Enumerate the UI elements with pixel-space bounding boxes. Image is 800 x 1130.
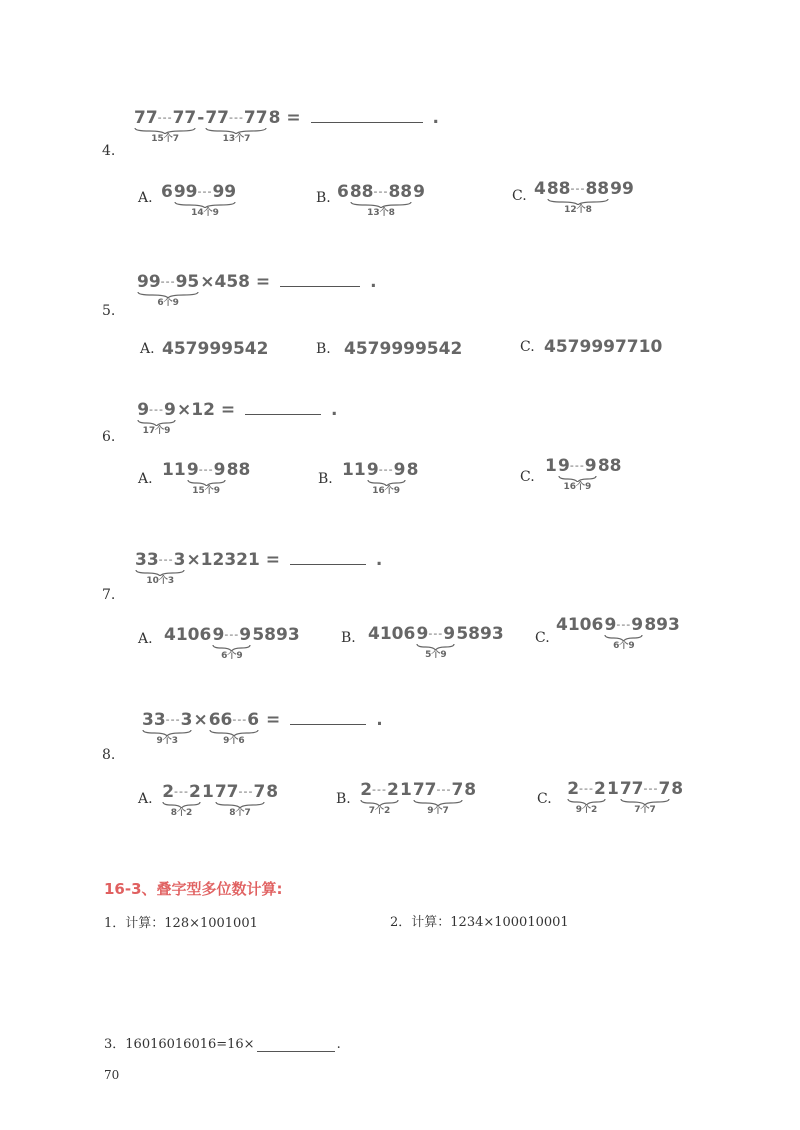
digit-group-value [137, 400, 176, 420]
expression-text: 9 [413, 182, 425, 202]
repeated-digit-group [547, 179, 609, 215]
expression-text: ×458 = [200, 272, 277, 292]
trailing-digits: 9 [631, 615, 644, 635]
problem-3-blank[interactable] [257, 1037, 335, 1052]
ellipsis-dots: --- [378, 463, 394, 476]
repeat-count-label: 10个3 [146, 576, 175, 586]
q5-number: 5. [102, 303, 116, 319]
repeat-count-label: 14个9 [191, 208, 219, 218]
repeat-count-label: 7个7 [634, 805, 656, 815]
trailing-digits: 88 [585, 179, 610, 199]
expression-text: 4106 [368, 624, 416, 644]
answer-blank[interactable] [280, 272, 360, 287]
answer-blank[interactable] [245, 400, 321, 415]
digit-group-value [620, 779, 670, 799]
q6-option-a [162, 460, 250, 496]
repeated-digit-group [137, 400, 176, 436]
q4-number: 4. [102, 143, 116, 159]
ellipsis-dots: --- [165, 713, 181, 726]
ellipsis-dots: --- [643, 782, 659, 795]
expression-text: 1 [202, 782, 214, 802]
q7-option-b [368, 624, 504, 660]
digit-group-value [547, 179, 609, 199]
digit-group-value [137, 272, 199, 292]
leading-digits: 77 [205, 108, 229, 128]
digit-group-value [360, 780, 399, 800]
ellipsis-dots: --- [428, 627, 444, 640]
leading-digits: 33 [142, 710, 166, 730]
expression-text: × [193, 710, 208, 730]
repeat-count-label: 6个9 [221, 651, 243, 661]
repeat-count-label: 15个9 [192, 486, 221, 496]
q7-option-b-label: B. [341, 630, 356, 646]
problem-2: 2．计算：1234×100010001 [390, 915, 569, 930]
trailing-digits: 2 [386, 780, 399, 800]
leading-digits: 88 [546, 179, 571, 199]
expression-text: - [197, 108, 205, 128]
leading-digits: 66 [208, 710, 233, 730]
trailing-digits: 6 [247, 710, 260, 730]
ellipsis-dots: --- [372, 783, 387, 796]
digit-group-value [417, 624, 456, 644]
expression-text: 4106 [556, 615, 604, 635]
trailing-digits: 95 [175, 272, 200, 292]
problem-1: 1．计算：128×1001001 [104, 916, 258, 931]
expression-text: 11 [342, 460, 366, 480]
digit-group-value [174, 182, 236, 202]
ellipsis-dots: --- [232, 713, 248, 726]
repeat-count-label: 13个7 [222, 134, 251, 144]
q5-option-b: 4579999542 [344, 339, 463, 359]
q6-option-c-label: C. [520, 469, 535, 485]
repeated-digit-group [209, 710, 259, 746]
expression-text: 8 = [268, 108, 307, 128]
repeated-digit-group [350, 182, 412, 218]
q6-option-b [342, 460, 419, 496]
trailing-digits: 9 [213, 460, 226, 480]
trailing-digits: 9 [163, 400, 176, 420]
expression-text: 8 [464, 780, 477, 800]
expression-text: 1 [545, 456, 557, 476]
q4-option-c [534, 179, 634, 215]
expression-text: 6 [161, 182, 173, 202]
leading-digits: 77 [214, 782, 239, 802]
repeat-count-label: 8个7 [229, 808, 251, 818]
digit-group-value [558, 456, 597, 476]
ellipsis-dots: --- [570, 182, 586, 195]
repeated-digit-group [135, 550, 185, 586]
trailing-digits: 3 [173, 550, 186, 570]
repeated-digit-group [212, 625, 251, 661]
expression-text: 5893 [252, 625, 300, 645]
repeat-count-label: 6个9 [613, 641, 635, 651]
repeated-digit-group [367, 460, 406, 496]
trailing-digits: 7 [253, 782, 266, 802]
trailing-digits: 9 [393, 460, 406, 480]
leading-digits: 99 [137, 272, 161, 292]
ellipsis-dots: --- [436, 783, 452, 796]
repeat-count-label: 15个7 [151, 134, 180, 144]
trailing-digits: 3 [180, 710, 193, 730]
repeated-digit-group [416, 624, 455, 660]
repeat-count-label: 9个6 [223, 736, 245, 746]
expression-text: 1 [400, 780, 412, 800]
q4-expression [133, 108, 439, 144]
q6-expression [136, 400, 337, 436]
expression-text: 8 [671, 779, 684, 799]
expression-text: 5893 [456, 624, 504, 644]
expression-end: . [330, 400, 338, 420]
expression-end: . [375, 550, 383, 570]
leading-digits: 77 [134, 108, 158, 128]
q5-option-a: 457999542 [162, 339, 269, 359]
leading-digits: 77 [412, 780, 437, 800]
digit-group-value [367, 460, 406, 480]
answer-blank[interactable] [290, 710, 366, 725]
repeat-count-label: 7个2 [368, 806, 391, 816]
repeat-count-label: 13个8 [367, 208, 395, 218]
q7-number: 7. [102, 587, 116, 603]
trailing-digits: 9 [239, 625, 252, 645]
q7-option-c [556, 615, 680, 651]
leading-digits: 2 [162, 782, 175, 802]
repeated-digit-group [215, 782, 265, 818]
digit-group-value [215, 782, 265, 802]
leading-digits: 88 [349, 182, 374, 202]
digit-group-value [213, 625, 252, 645]
repeated-digit-group [360, 780, 399, 816]
q7-option-a-label: A. [138, 631, 153, 647]
q5-option-c: 4579997710 [544, 337, 663, 357]
q5-option-c-label: C. [520, 339, 535, 355]
ellipsis-dots: --- [174, 785, 189, 798]
trailing-digits: 7 [658, 779, 671, 799]
q7-option-c-label: C. [535, 630, 550, 646]
ellipsis-dots: --- [373, 185, 389, 198]
repeat-count-label: 8个2 [170, 808, 193, 818]
ellipsis-dots: --- [160, 275, 176, 288]
repeat-count-label: 6个9 [157, 298, 179, 308]
repeated-digit-group [205, 108, 267, 144]
expression-text: 4 [534, 179, 546, 199]
leading-digits: 9 [558, 456, 570, 476]
repeat-count-label: 16个9 [563, 482, 592, 492]
leading-digits: 2 [567, 779, 580, 799]
section-title: 16-3、叠字型多位数计算: [104, 880, 283, 898]
leading-digits: 9 [366, 460, 379, 480]
answer-blank[interactable] [311, 108, 423, 123]
expression-text: 88 [597, 456, 622, 476]
repeat-count-label: 17个9 [142, 426, 171, 436]
q4-option-b [337, 182, 425, 218]
leading-digits: 9 [416, 624, 429, 644]
expression-end: . [432, 108, 439, 128]
trailing-digits: 88 [388, 182, 413, 202]
q8-option-a [161, 782, 278, 818]
ellipsis-dots: --- [238, 785, 254, 798]
expression-text: 8 [406, 460, 419, 480]
q8-option-c-label: C. [537, 791, 552, 807]
q6-number: 6. [102, 429, 116, 445]
expression-text: 6 [337, 182, 349, 202]
repeat-count-label: 9个3 [156, 736, 178, 746]
q8-option-a-label: A. [138, 791, 153, 807]
ellipsis-dots: --- [149, 403, 164, 416]
repeated-digit-group [137, 272, 199, 308]
digit-group-value [350, 182, 412, 202]
ellipsis-dots: --- [579, 782, 594, 795]
repeat-count-label: 9个7 [427, 806, 449, 816]
q4-option-a-label: A. [138, 190, 153, 206]
repeat-count-label: 16个9 [372, 486, 401, 496]
leading-digits: 9 [212, 625, 225, 645]
trailing-digits: 7 [451, 780, 464, 800]
trailing-digits: 9 [443, 624, 456, 644]
expression-text: = [260, 710, 287, 730]
expression-end: . [370, 272, 377, 292]
repeated-digit-group [162, 782, 201, 818]
ellipsis-dots: --- [197, 185, 213, 198]
ellipsis-dots: --- [157, 111, 173, 124]
repeated-digit-group [558, 456, 597, 492]
trailing-digits: 99 [212, 182, 237, 202]
q8-option-b [359, 780, 476, 816]
problem-3-end: . [336, 1037, 341, 1052]
q6-option-a-label: A. [138, 471, 153, 487]
leading-digits: 33 [135, 550, 159, 570]
digit-group-value [205, 108, 267, 128]
repeated-digit-group [187, 460, 226, 496]
q4-option-a [161, 182, 237, 218]
q6-option-b-label: B. [318, 471, 333, 487]
q8-expression [141, 710, 383, 746]
leading-digits: 2 [360, 780, 373, 800]
q4-option-c-label: C. [512, 188, 527, 204]
repeat-count-label: 5个9 [425, 650, 447, 660]
expression-text: 893 [644, 615, 680, 635]
digit-group-value [605, 615, 644, 635]
trailing-digits: 2 [188, 782, 201, 802]
ellipsis-dots: --- [198, 463, 214, 476]
leading-digits: 99 [173, 182, 198, 202]
ellipsis-dots: --- [569, 459, 585, 472]
q5-expression [136, 272, 377, 308]
answer-blank[interactable] [290, 550, 366, 565]
expression-end: . [376, 710, 383, 730]
repeated-digit-group [174, 182, 236, 218]
expression-text: 99 [610, 179, 634, 199]
ellipsis-dots: --- [158, 553, 174, 566]
repeat-count-label: 9个2 [575, 805, 598, 815]
q7-expression [134, 550, 382, 586]
problem-3-text: 3．16016016016=16× [104, 1037, 255, 1052]
repeated-digit-group [620, 779, 670, 815]
digit-group-value [135, 550, 185, 570]
digit-group-value [209, 710, 259, 730]
expression-text: 4106 [164, 625, 212, 645]
q6-option-c [545, 456, 622, 492]
digit-group-value [142, 710, 192, 730]
digit-group-value [413, 780, 463, 800]
q8-option-b-label: B. [336, 791, 351, 807]
repeated-digit-group [604, 615, 643, 651]
digit-group-value [134, 108, 196, 128]
trailing-digits: 2 [593, 779, 606, 799]
leading-digits: 9 [604, 615, 617, 635]
digit-group-value [567, 779, 606, 799]
ellipsis-dots: --- [229, 111, 244, 124]
q5-option-a-label: A. [140, 341, 155, 357]
digit-group-value [187, 460, 226, 480]
expression-text: ×12 = [177, 400, 241, 420]
repeated-digit-group [134, 108, 196, 144]
expression-text: 1 [607, 779, 619, 799]
repeated-digit-group [413, 780, 463, 816]
repeated-digit-group [567, 779, 606, 815]
repeat-count-label: 12个8 [564, 205, 592, 215]
leading-digits: 77 [619, 779, 644, 799]
expression-text: ×12321 = [186, 550, 286, 570]
digit-group-value [162, 782, 201, 802]
page-number: 70 [104, 1068, 120, 1082]
leading-digits: 9 [137, 400, 150, 420]
trailing-digits: 77 [243, 108, 268, 128]
ellipsis-dots: --- [224, 628, 240, 641]
trailing-digits: 77 [172, 108, 197, 128]
q8-number: 8. [102, 747, 116, 763]
q8-option-c [566, 779, 683, 815]
ellipsis-dots: --- [616, 618, 632, 631]
trailing-digits: 9 [584, 456, 597, 476]
expression-text: 11 [162, 460, 186, 480]
problem-3 [104, 1033, 341, 1052]
expression-text: 88 [226, 460, 251, 480]
q7-option-a [164, 625, 300, 661]
leading-digits: 9 [186, 460, 199, 480]
repeated-digit-group [142, 710, 192, 746]
expression-text: 8 [266, 782, 279, 802]
q4-option-b-label: B. [316, 190, 331, 206]
q5-option-b-label: B. [316, 341, 331, 357]
